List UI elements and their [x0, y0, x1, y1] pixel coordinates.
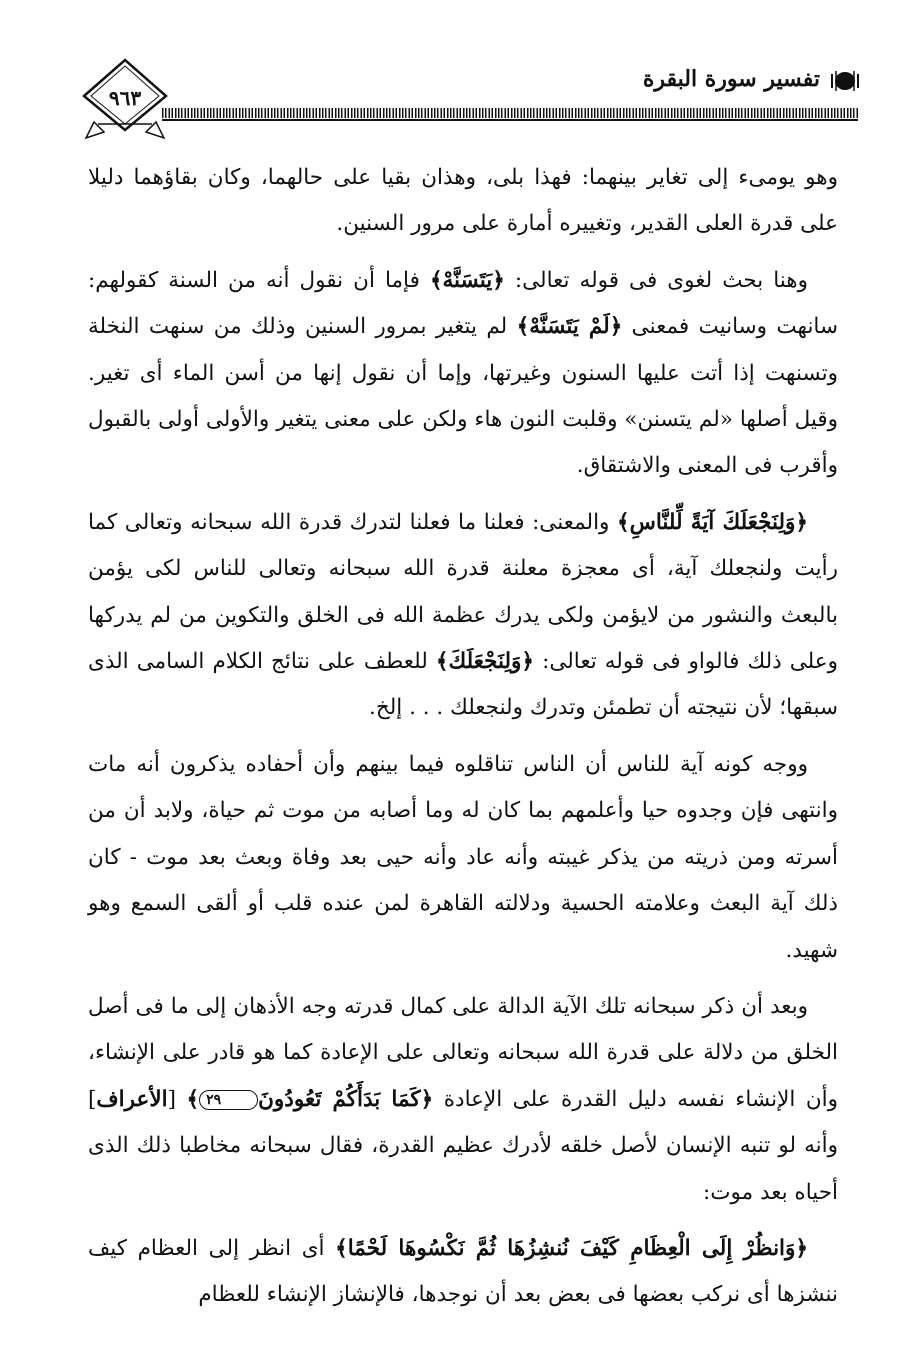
page-header	[70, 58, 860, 144]
header-rule	[162, 108, 858, 118]
quran-quote: ﴿وَلِنَجْعَلَكَ﴾	[435, 649, 535, 675]
text-run: وهنا بحث لغوى فى قوله تعالى:	[504, 267, 808, 293]
paragraph	[88, 1226, 838, 1319]
text-run: ] وأنه لو تنبه الإنسان لأصل خلقه لأدرك عظيم القدرة، فقال سبحانه مخاطبا ذلك الذى أحياه بعد موت:	[88, 1086, 838, 1205]
text-run: ووجه كونه آية للناس أن الناس تناقلوه فيما بينهم وأن أحفاده يذكرون أنه مات وانتهى فإن وجدوه حيا وأعلمهم بما كان له وما أصابه من موت ثم حياة، ولابد أن من أسرته ومن ذريته من يذكر غيبته وأنه عاد وأنه حيى بعد وفاة وبعث بعد موت - كان ذلك آية البعث وعلامته الحسية ودلالته القاهرة لمن عنده قلب أو ألقى السمع وهو شهيد.	[88, 751, 838, 963]
text-run: لم يتغير بمرور السنين وذلك من سنهت النخلة وتسنهت إذا أتت عليها السنون وغيرتها، وإما أن نقول إنها من أسن الماء أى تغير. وقيل أصلها «لم يتسنن» وقلبت النون هاء ولكن على معنى يتغير والأولى أولى بالقبول وأقرب فى المعنى والاشتقاق.	[88, 314, 838, 479]
paragraph	[88, 742, 838, 974]
quran-quote: ﴿كَمَا بَدَأَكُمْ تَعُودُونَ	[258, 1086, 434, 1112]
paragraph	[88, 500, 838, 732]
text-run: فإما أن نقول أنه من السنة كقولهم: سانهت وسانيت فمعنى	[88, 267, 838, 340]
quran-quote: ﴿وَلِنَجْعَلَكَ آيَةً لِّلنَّاسِ﴾	[617, 509, 809, 535]
quran-quote: ﴿وَانظُرْ إِلَى الْعِظَامِ كَيْفَ نُنشِزُهَا ثُمَّ نَكْسُوهَا لَحْمًا﴾	[335, 1235, 809, 1261]
paragraph	[88, 984, 838, 1216]
text-run: أى انظر إلى العظام كيف ننشزها أى نركب بعضها فى بعض بعد أن نوجدها، فالإنشاز الإنشاء للعظام	[88, 1235, 838, 1308]
quran-quote: ﴿لَمْ يَتَسَنَّهْ﴾	[516, 314, 623, 340]
header-ornament-icon	[830, 68, 860, 94]
commentary-body	[88, 155, 838, 1329]
page-number-badge	[80, 58, 170, 142]
verse-number: ٢٩	[199, 1090, 258, 1110]
page-number: ٩٦٣	[108, 86, 142, 110]
paragraph	[88, 155, 838, 248]
text-run: [	[167, 1086, 187, 1112]
paragraph	[88, 258, 838, 490]
text-run: وبعد أن ذكر سبحانه تلك الآية الدالة على كمال قدرته وجه الأذهان إلى ما فى أصل الخلق من دلالة على قدرة الله سبحانه وتعالى على الإعادة كما هو قادر على الإنشاء، وأن الإنشاء نفسه دليل القدرة على الإعادة	[88, 993, 838, 1112]
text-run: للعطف على نتائج الكلام السامى الذى سبقها؛ لأن نتيجته أن تطمئن وتدرك ولنجعلك . . . إلخ.	[88, 649, 838, 721]
quran-quote: ﴿يَتَسَنَّهْ﴾	[429, 267, 505, 293]
text-run: وهو يومىء إلى تغاير بينهما: فهذا بلى، وهذان بقيا على حالهما، وكان بقاؤهما دليلا على قدرة العلى القدير، وتغييره أمارة على مرور السنين.	[88, 165, 838, 237]
text-run: والمعنى: فعلنا ما فعلنا لتدرك قدرة الله سبحانه وتعالى كما رأيت ولنجعلك آية، أى معجزة معلنة قدرة الله سبحانه وتعالى للناس لكى يؤمن بالبعث والنشور من لايؤمن ولكى يدرك عظمة الله فى الخلق والتكوين من لم يدركها وعلى ذلك فالواو فى قوله تعالى:	[88, 509, 839, 675]
running-title: تفسير سورة البقرة	[642, 66, 820, 92]
quran-quote: ﴾	[186, 1086, 200, 1112]
quran-quote: الأعراف	[96, 1086, 168, 1112]
